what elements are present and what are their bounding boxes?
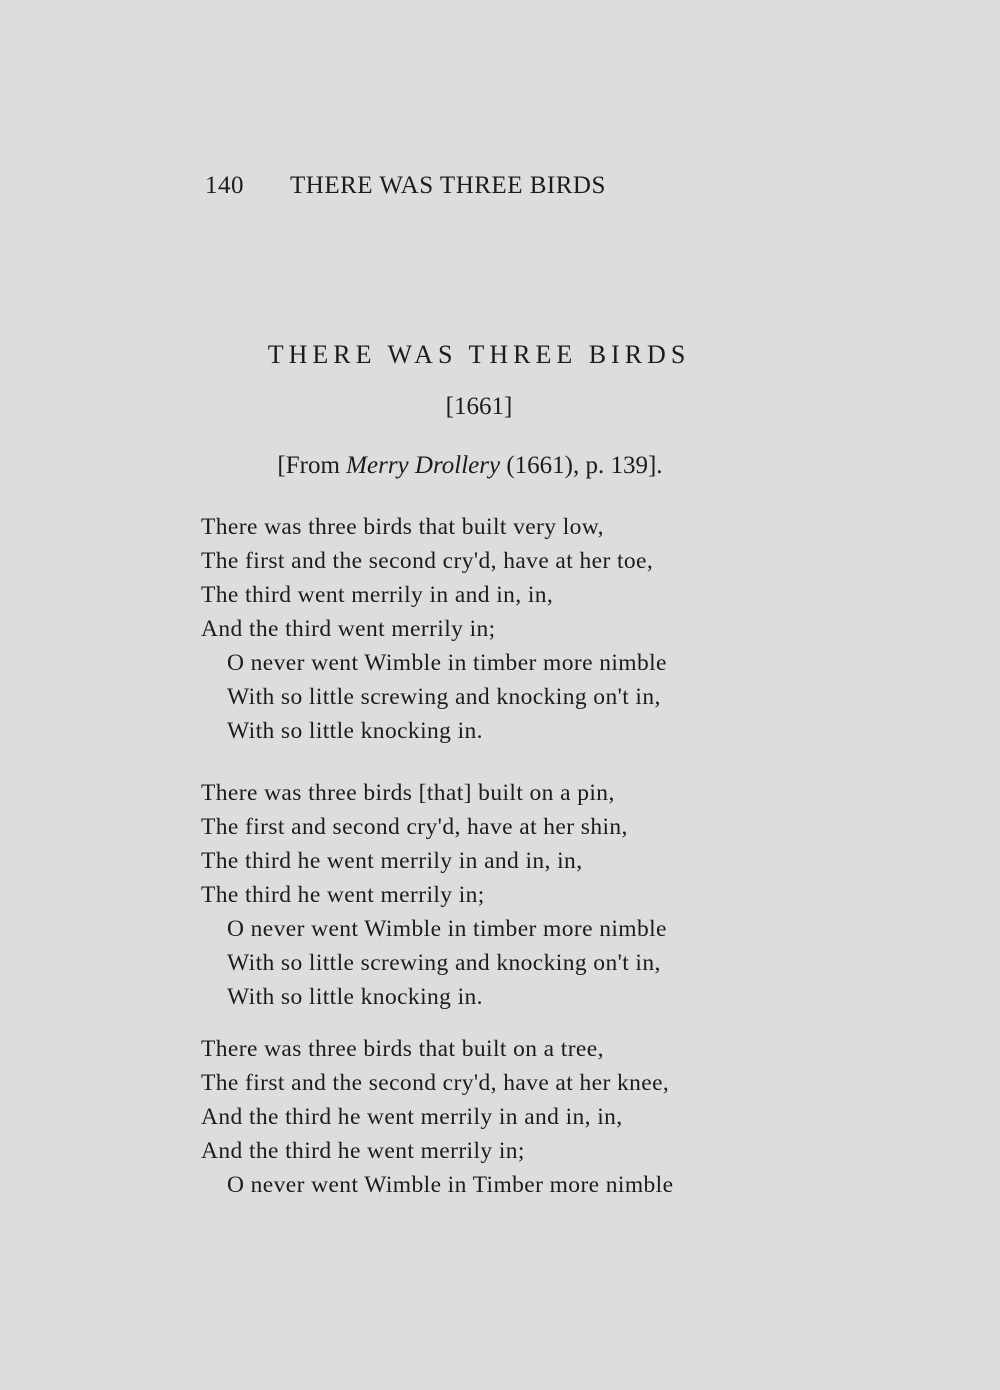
source-prefix: [From <box>277 452 347 479</box>
refrain-line: O never went Wimble in Timber more nimble <box>227 1172 674 1198</box>
poem-title: THERE WAS THREE BIRDS <box>267 340 691 369</box>
verse-line: There was three birds [that] built on a pin, <box>201 780 615 806</box>
running-head <box>205 172 606 200</box>
source-work-title: Merry Drollery <box>346 452 501 479</box>
refrain-line: With so little knocking in. <box>227 984 483 1010</box>
verse-line: The third he went merrily in and in, in, <box>201 848 583 874</box>
poem-date: [1661] <box>445 393 513 420</box>
running-title: THERE WAS THREE BIRDS <box>290 172 606 199</box>
verse-line: And the third he went merrily in; <box>201 1138 525 1164</box>
refrain-line: With so little knocking in. <box>227 718 483 744</box>
stanza-1 <box>201 510 781 748</box>
verse-line: The first and the second cry'd, have at her toe, <box>201 548 654 574</box>
page-number: 140 <box>205 172 244 199</box>
refrain-line: O never went Wimble in timber more nimble <box>227 916 667 942</box>
verse-line: The third he went merrily in; <box>201 882 485 908</box>
verse-line: The first and second cry'd, have at her shin, <box>201 814 628 840</box>
refrain-line: With so little screwing and knocking on't in, <box>227 684 661 710</box>
stanza-2 <box>201 776 781 1014</box>
verse-line: The first and the second cry'd, have at her knee, <box>201 1070 670 1096</box>
refrain-line: With so little screwing and knocking on't in, <box>227 950 661 976</box>
verse-line: There was three birds that built very low, <box>201 514 604 540</box>
refrain-line: O never went Wimble in timber more nimble <box>227 650 667 676</box>
verse-line: And the third he went merrily in and in, in, <box>201 1104 623 1130</box>
verse-line: And the third went merrily in; <box>201 616 496 642</box>
source-suffix: (1661), p. 139]. <box>500 452 663 479</box>
verse-line: There was three birds that built on a tree, <box>201 1036 604 1062</box>
verse-line: The third went merrily in and in, in, <box>201 582 554 608</box>
stanza-3 <box>201 1032 781 1202</box>
source-note <box>0 452 940 480</box>
